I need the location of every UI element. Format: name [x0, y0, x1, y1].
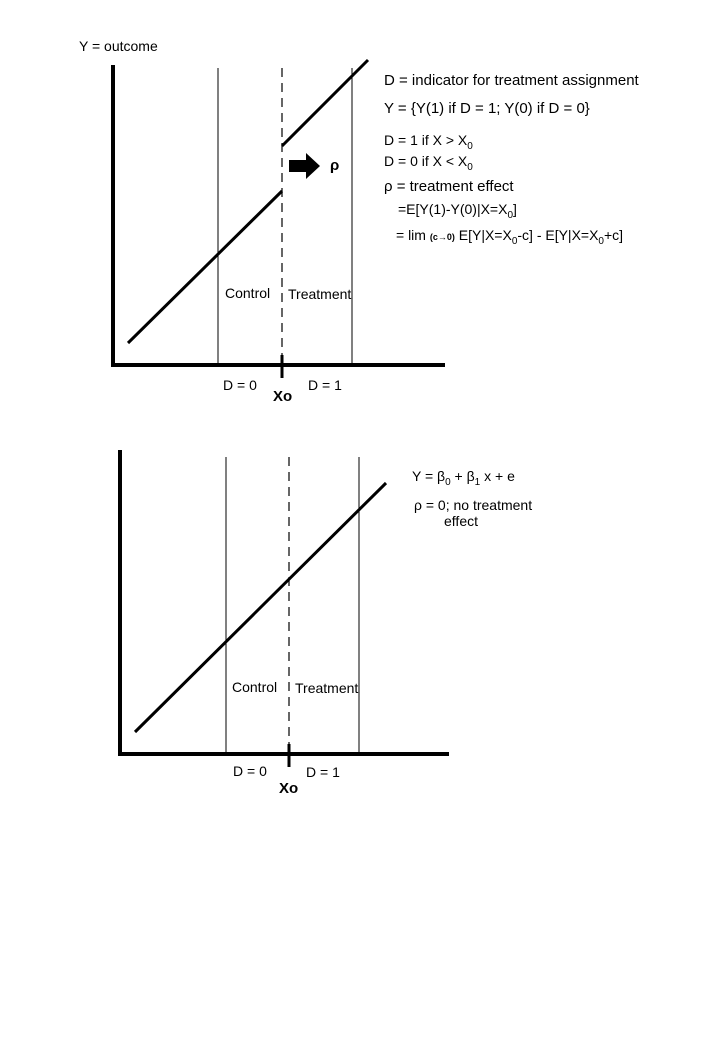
control-regression-line [128, 191, 282, 343]
note-line-5: ρ = treatment effect [384, 178, 514, 195]
cutoff-label: Xo [273, 388, 293, 405]
bottom-diagram [118, 450, 532, 797]
d0-label-bottom: D = 0 [233, 763, 267, 779]
d1-label-bottom: D = 1 [306, 764, 340, 780]
treatment-regression-line [282, 60, 368, 146]
control-label-bottom: Control [232, 679, 278, 695]
arrow-icon [289, 153, 320, 179]
d0-label: D = 0 [223, 377, 257, 393]
note-line-6: $=E[Y(1)-Y(0)|X=X_0]$ [398, 201, 517, 221]
rho-statement: ρ = 0; no treatment [414, 497, 533, 513]
d1-label: D = 1 [308, 377, 342, 393]
rho-label: ρ [330, 157, 340, 174]
definitions-notes [384, 72, 640, 247]
treatment-label: Treatment [288, 286, 352, 302]
rho-statement-cont: effect [444, 513, 478, 529]
note-line-7: = lim (c→0) $E[Y|X=X_0-c] - E[Y|X=X_0+c]$ [396, 227, 624, 247]
treatment-label-bottom: Treatment [295, 680, 359, 696]
top-diagram [79, 38, 640, 405]
regression-equation: $Y = \beta_0 + \beta_1$ x + e [412, 468, 515, 488]
cutoff-label-bottom: Xo [279, 780, 299, 797]
note-line-3: D = 1 if $X > X_0$ [384, 132, 473, 152]
note-line-2: Y = {Y(1) if D = 1; Y(0) if D = 0} [384, 100, 590, 117]
note-line-4: D = 0 if $X < X_0$ [384, 153, 473, 173]
note-line-1: D = indicator for treatment assignment [384, 72, 639, 89]
control-label: Control [225, 285, 271, 301]
y-axis-label: Y = outcome [79, 38, 158, 54]
